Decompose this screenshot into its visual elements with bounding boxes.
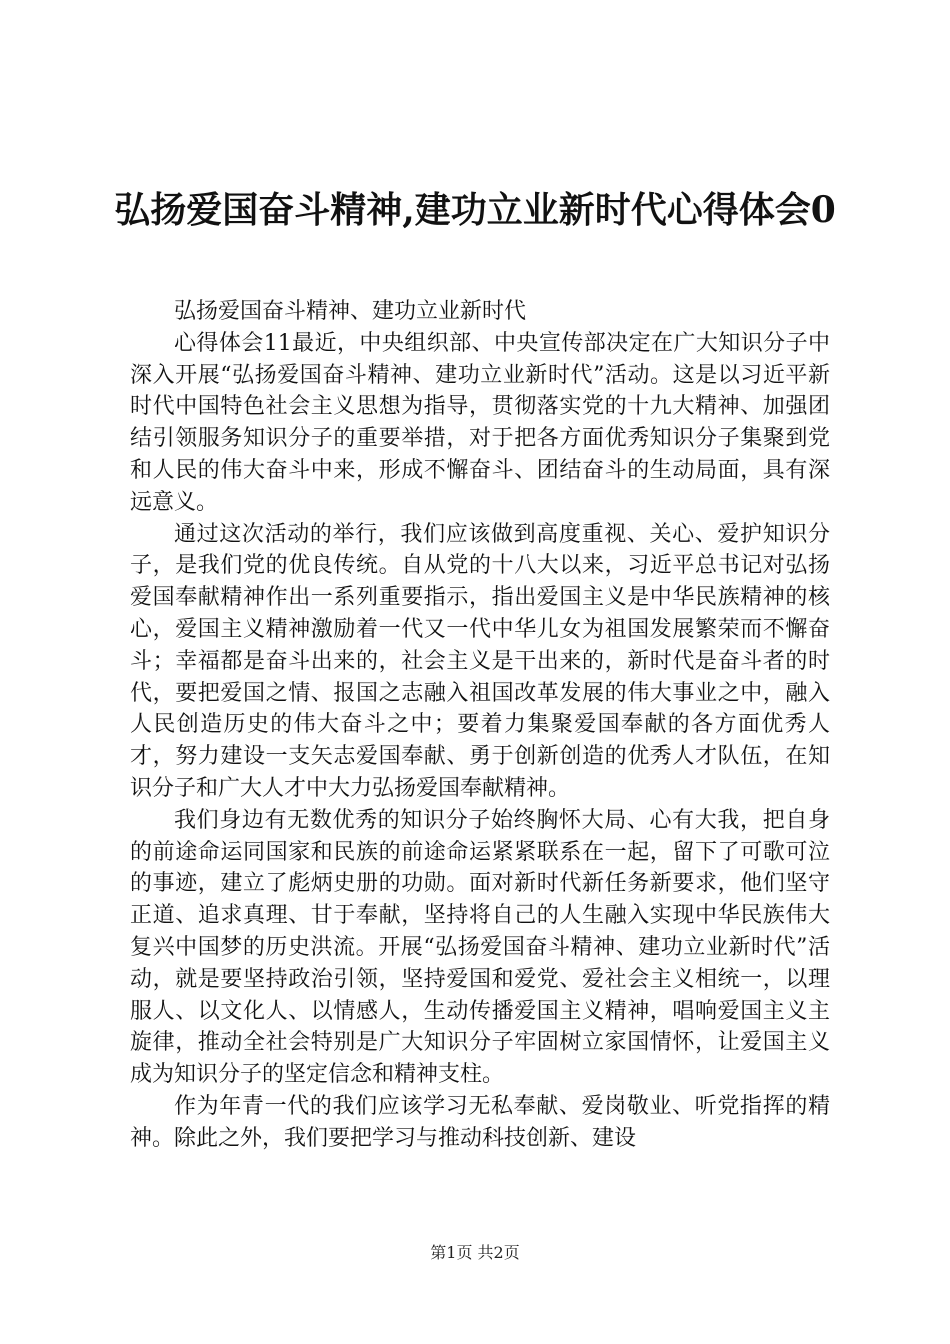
document-body <box>130 296 830 1155</box>
paragraph-3: 通过这次活动的举行，我们应该做到高度重视、关心、爱护知识分子，是我们党的优良传统。自从党的十八大以来，习近平总书记对弘扬爱国奉献精神作出一系列重要指示，指出爱国主义是中华民族精神的核心，爱国主义精神激励着一代又一代中华儿女为祖国发展繁荣而不懈奋斗；幸福都是奋斗出来的，社会主义是干出来的，新时代是奋斗者的时代，要把爱国之情、报国之志融入祖国改革发展的伟大事业之中，融入人民创造历史的伟大奋斗之中；要着力集聚爱国奉献的各方面优秀人才，努力建设一支矢志爱国奉献、勇于创新创造的优秀人才队伍，在知识分子和广大人才中大力弘扬爱国奉献精神。 <box>130 521 830 801</box>
paragraph-5: 作为年青一代的我们应该学习无私奉献、爱岗敬业、听党指挥的精神。除此之外，我们要把学习与推动科技创新、建设 <box>130 1093 830 1151</box>
document-title: 弘扬爱国奋斗精神,建功立业新时代心得体会0 <box>114 189 836 231</box>
page-footer: 第1页 共2页 <box>430 1243 520 1262</box>
paragraph-4: 我们身边有无数优秀的知识分子始终胸怀大局、心有大我，把自身的前途命运同国家和民族的前途命运紧紧联系在一起，留下了可歌可泣的事迹，建立了彪炳史册的功勋。面对新时代新任务新要求，他们坚守正道、追求真理、甘于奉献，坚持将自己的人生融入实现中华民族伟大复兴中国梦的历史洪流。开展“弘扬爱国奋斗精神、建功立业新时代”活动，就是要坚持政治引领，坚持爱国和爱党、爱社会主义相统一，以理服人、以文化人、以情感人，生动传播爱国主义精神，唱响爱国主义主旋律，推动全社会特别是广大知识分子牢固树立家国情怀，让爱国主义成为知识分子的坚定信念和精神支柱。 <box>130 807 830 1088</box>
paragraph-2: 心得体会11最近，中央组织部、中央宣传部决定在广大知识分子中深入开展“弘扬爱国奋斗精神、建功立业新时代”活动。这是以习近平新时代中国特色社会主义思想为指导，贯彻落实党的十九大精神、加强团结引领服务知识分子的重要举措，对于把各方面优秀知识分子集聚到党和人民的伟大奋斗中来，形成不懈奋斗、团结奋斗的生动局面，具有深远意义。 <box>130 330 830 515</box>
paragraph-1: 弘扬爱国奋斗精神、建功立业新时代 <box>174 299 527 324</box>
